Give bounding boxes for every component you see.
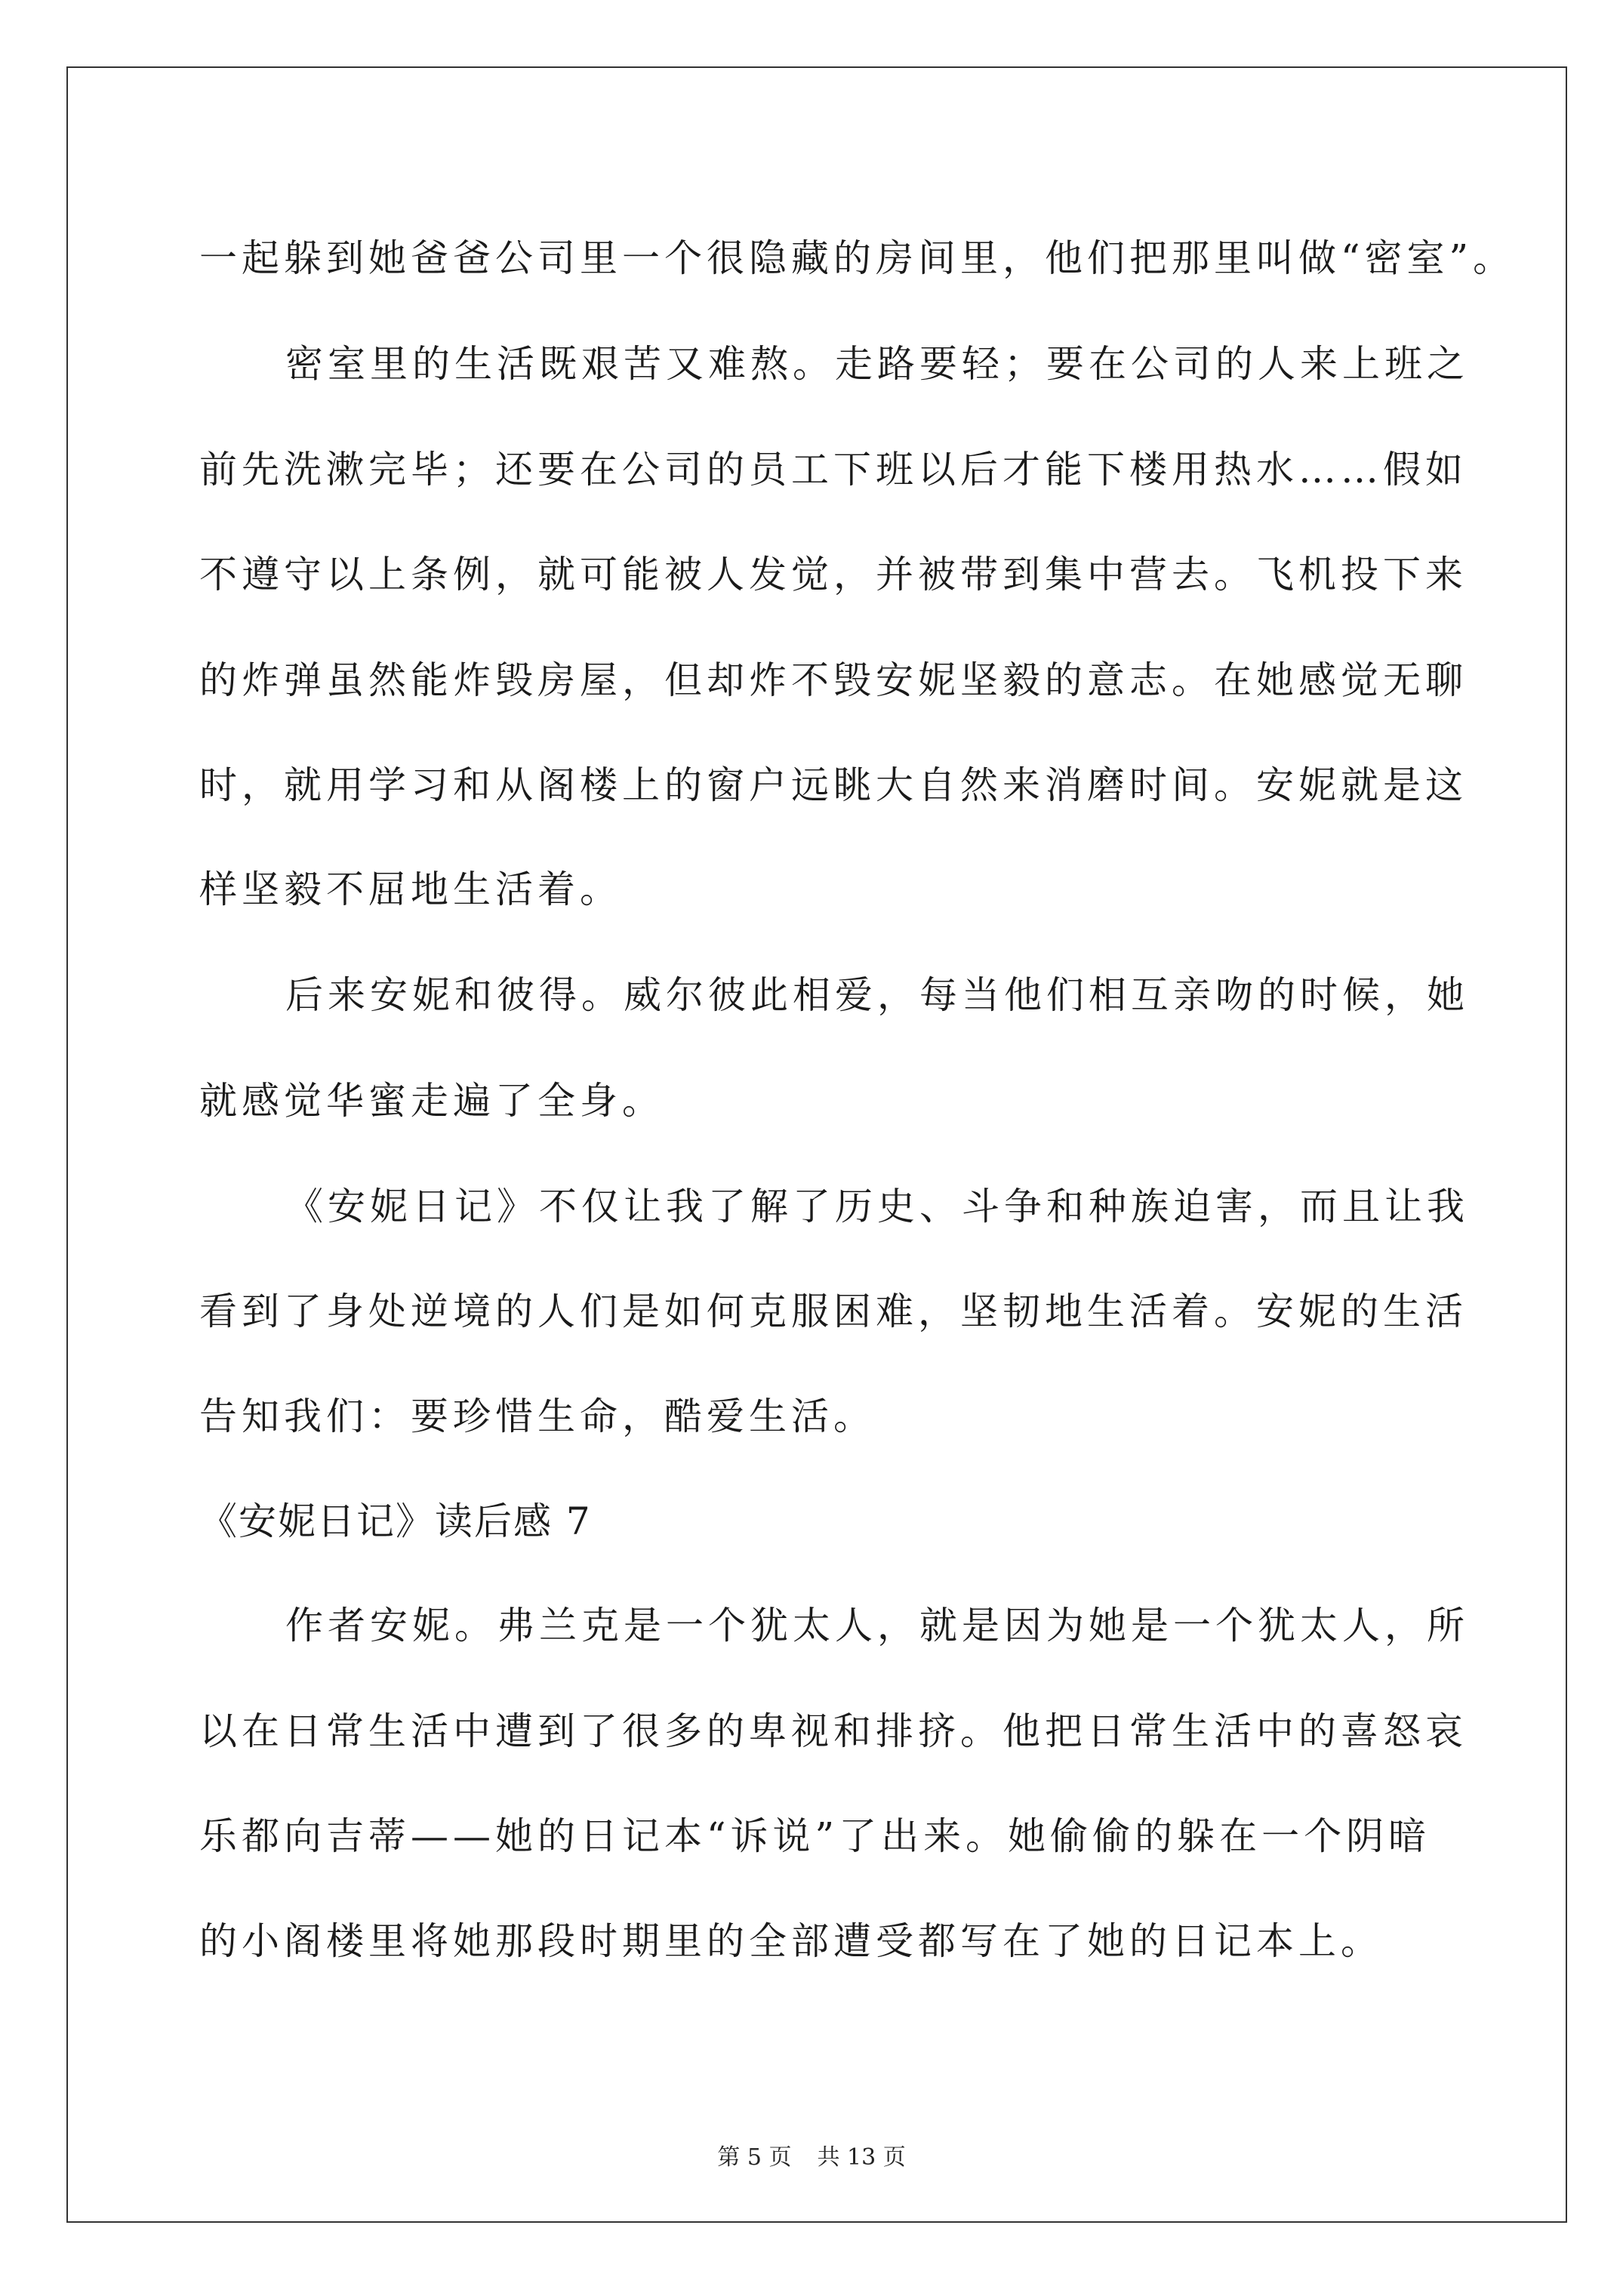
section-heading: 《安妮日记》读后感 7 <box>199 1499 592 1543</box>
body-line-14: 作者安妮。弗兰克是一个犹太人，就是因为她是一个犹太人，所 <box>285 1604 1469 1647</box>
body-line-8: 后来安妮和彼得。威尔彼此相爱，每当他们相互亲吻的时候，她 <box>285 973 1469 1017</box>
body-line-11: 看到了身处逆境的人们是如何克服困难，坚韧地生活着。安妮的生活 <box>199 1290 1467 1333</box>
body-line-7: 样坚毅不屈地生活着。 <box>199 868 622 911</box>
body-line-4: 不遵守以上条例，就可能被人发觉，并被带到集中营去。飞机投下来 <box>199 553 1467 596</box>
page-frame <box>66 66 1567 2223</box>
page-number: 第 5 页 <box>717 2144 792 2171</box>
page-footer <box>0 2143 1623 2173</box>
body-line-2: 密室里的生活既艰苦又难熬。走路要轻；要在公司的人来上班之 <box>285 342 1469 386</box>
body-line-9: 就感觉华蜜走遍了全身。 <box>199 1079 664 1123</box>
body-line-17: 的小阁楼里将她那段时期里的全部遭受都写在了她的日记本上。 <box>199 1919 1383 1963</box>
body-line-1: 一起躲到她爸爸公司里一个很隐藏的房间里，他们把那里叫做“密室”。 <box>199 236 1516 280</box>
body-line-6: 时，就用学习和从阁楼上的窗户远眺大自然来消磨时间。安妮就是这 <box>199 763 1467 807</box>
page-total: 共 13 页 <box>817 2144 906 2171</box>
body-line-16: 乐都向吉蒂——她的日记本“诉说”了出来。她偷偷的躲在一个阴暗 <box>199 1814 1431 1858</box>
body-line-10: 《安妮日记》不仅让我了解了历史、斗争和种族迫害，而且让我 <box>285 1185 1469 1228</box>
body-line-5: 的炸弹虽然能炸毁房屋，但却炸不毁安妮坚毅的意志。在她感觉无聊 <box>199 658 1467 702</box>
body-line-3: 前先洗漱完毕；还要在公司的员工下班以后才能下楼用热水……假如 <box>199 448 1467 492</box>
body-line-15: 以在日常生活中遭到了很多的卑视和排挤。他把日常生活中的喜怒哀 <box>199 1709 1467 1753</box>
body-line-12: 告知我们：要珍惜生命，酷爱生活。 <box>199 1395 876 1438</box>
